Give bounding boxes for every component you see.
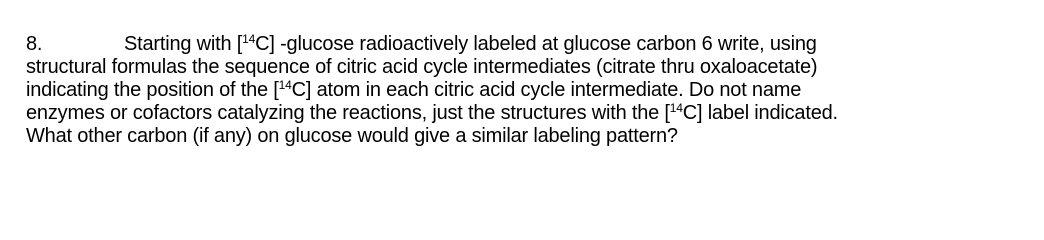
text-run: What other carbon (if any) on glucose would give a similar labeling pattern?	[26, 125, 678, 147]
text-run: C] atom in each citric acid cycle intermediate. Do not name	[291, 79, 802, 101]
text-run: C] -glucose radioactively labeled at glucose carbon 6 write, using	[255, 33, 817, 55]
question-line-2	[26, 56, 1026, 79]
text-run: enzymes or cofactors catalyzing the reactions, just the structures with the [	[26, 102, 670, 124]
text-run: C] label indicated.	[682, 102, 838, 124]
question-line-1	[26, 33, 1026, 56]
question-line-3	[26, 79, 1026, 102]
question-line-4	[26, 102, 1026, 125]
question-number: 8.	[26, 33, 43, 55]
isotope-superscript: 14	[242, 32, 256, 46]
question-text	[26, 33, 1026, 148]
text-run: indicating the position of the [	[26, 79, 279, 101]
text-run: Starting with [	[124, 33, 243, 55]
text-run: structural formulas the sequence of citric acid cycle intermediates (citrate thru oxaloacetate)	[26, 56, 818, 78]
isotope-superscript: 14	[669, 101, 683, 115]
isotope-superscript: 14	[278, 78, 292, 92]
question-line-5	[26, 125, 1026, 148]
